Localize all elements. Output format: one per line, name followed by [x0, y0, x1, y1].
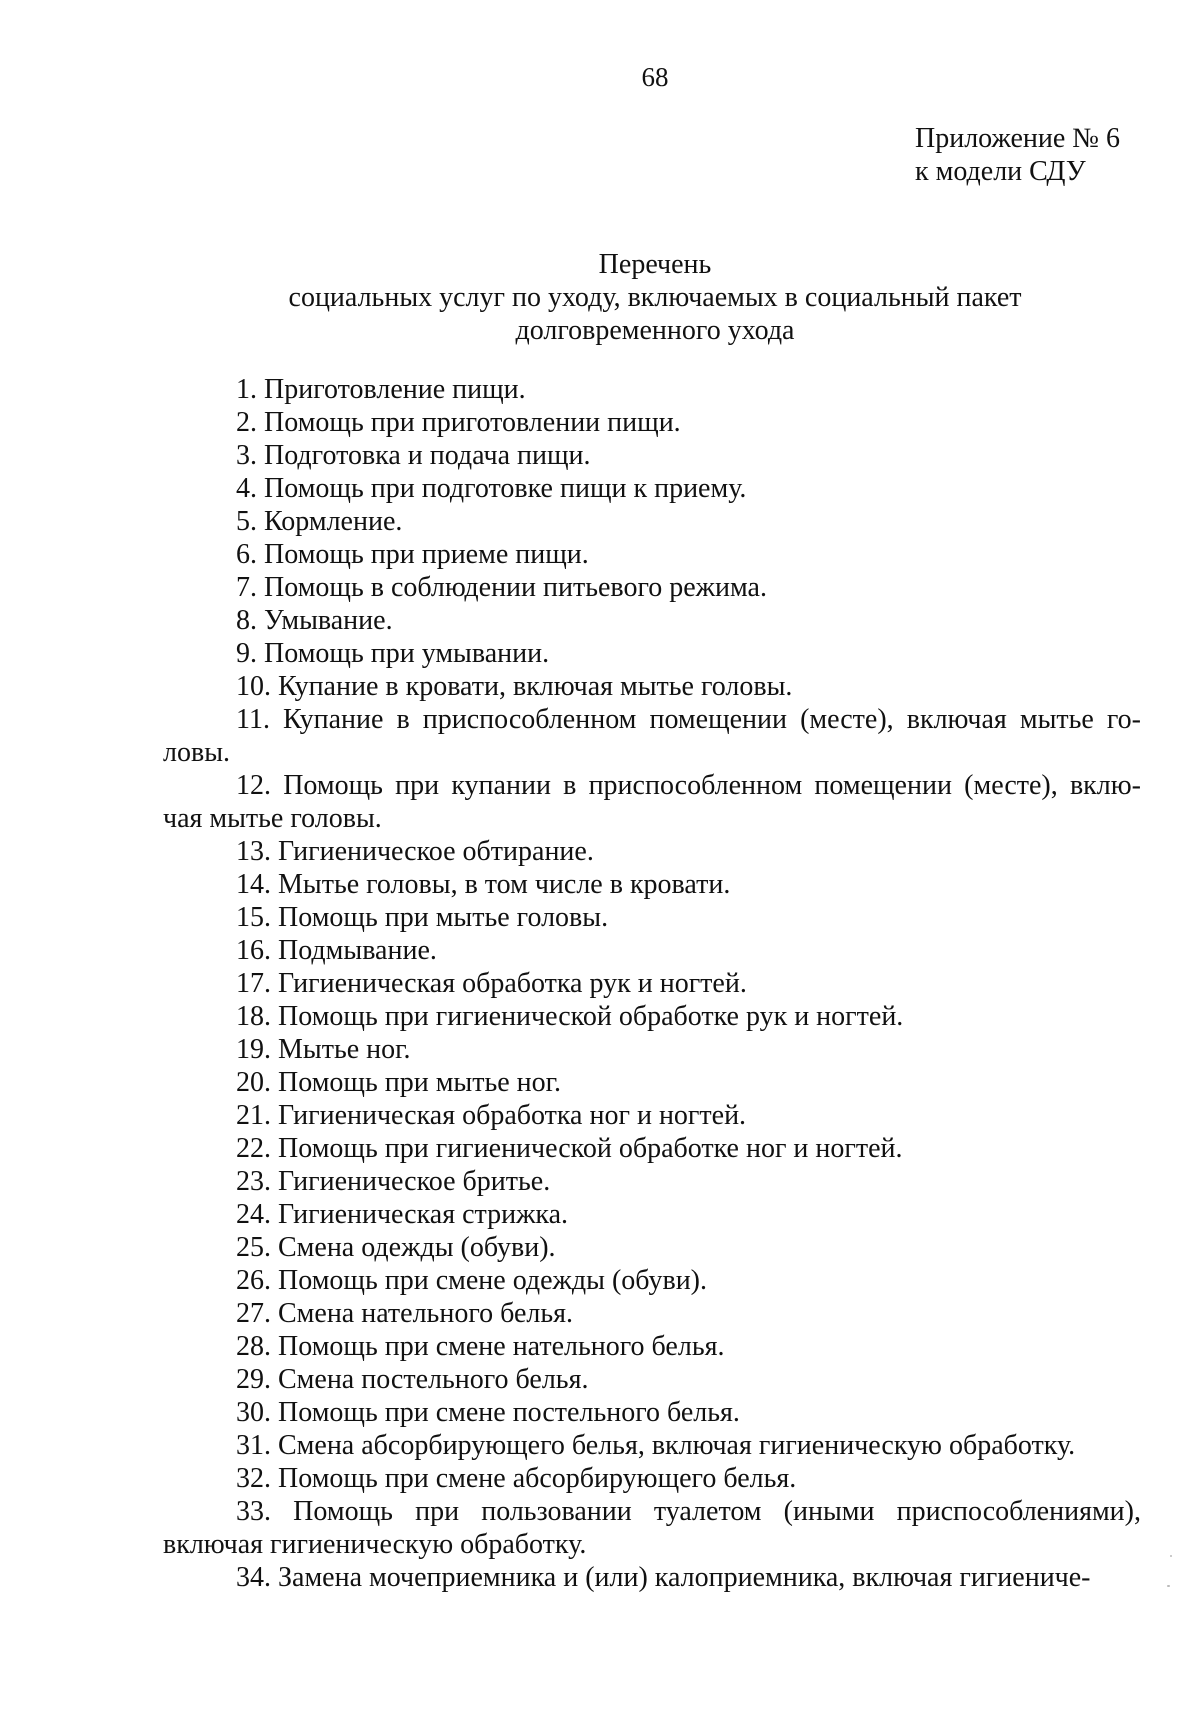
list-item-text: 15. Помощь при мытье головы.: [236, 902, 609, 933]
list-item: [163, 1330, 1141, 1363]
list-item-text: 12. Помощь при купании в приспособленном помещении (месте), вклю-: [236, 770, 1141, 801]
list-item-text: 22. Помощь при гигиенической обработке ног и ногтей.: [236, 1133, 903, 1164]
appendix-line-1: Приложение № 6: [915, 123, 1120, 154]
list-item-text: 5. Кормление.: [236, 506, 403, 537]
list-item-text: 2. Помощь при приготовлении пищи.: [236, 407, 681, 438]
list-item-text: 11. Купание в приспособленном помещении (месте), включая мытье го-: [236, 704, 1141, 735]
list-item: [163, 1297, 1141, 1330]
list-item: [163, 1462, 1141, 1495]
list-item-text: 9. Помощь при умывании.: [236, 638, 550, 669]
scan-speck: [1170, 1555, 1172, 1557]
list-item: [163, 868, 1141, 901]
list-item-text: 32. Помощь при смене абсорбирующего белья.: [236, 1463, 797, 1494]
services-list: [163, 373, 1141, 1594]
list-item-text: 3. Подготовка и подача пищи.: [236, 440, 591, 471]
page-number: 68: [641, 62, 669, 92]
appendix-line-2: к модели СДУ: [915, 156, 1086, 187]
list-item: [163, 439, 1141, 472]
list-item-continuation: ловы.: [163, 737, 231, 768]
list-item-text: 28. Помощь при смене нательного белья.: [236, 1331, 725, 1362]
list-item-text: 4. Помощь при подготовке пищи к приему.: [236, 473, 747, 504]
list-item-text: 10. Купание в кровати, включая мытье головы.: [236, 671, 793, 702]
list-item: [163, 901, 1141, 934]
list-item-text: 33. Помощь при пользовании туалетом (иными приспособлениями),: [236, 1496, 1141, 1527]
list-item-text: 6. Помощь при приеме пищи.: [236, 539, 589, 570]
appendix-label: [915, 122, 1120, 188]
list-item-text: 19. Мытье ног.: [236, 1034, 411, 1065]
list-item-text: 1. Приготовление пищи.: [236, 374, 526, 405]
list-item-text: 34. Замена мочеприемника и (или) калоприемника, включая гигиениче-: [236, 1562, 1091, 1593]
list-item-text: 13. Гигиеническое обтирание.: [236, 836, 594, 867]
list-item: [163, 1363, 1141, 1396]
list-item: [163, 505, 1141, 538]
list-item-text: 8. Умывание.: [236, 605, 393, 636]
list-item-text: 7. Помощь в соблюдении питьевого режима.: [236, 572, 767, 603]
list-item: [163, 1429, 1141, 1462]
list-item: [163, 571, 1141, 604]
list-item: [163, 835, 1141, 868]
list-item: [163, 1099, 1141, 1132]
list-item: [163, 1033, 1141, 1066]
list-item-text: 18. Помощь при гигиенической обработке рук и ногтей.: [236, 1001, 904, 1032]
list-item: [163, 406, 1141, 439]
list-item-text: 29. Смена постельного белья.: [236, 1364, 589, 1395]
scan-speck: [1167, 1585, 1170, 1587]
list-item: [163, 670, 1141, 703]
list-item-text: 24. Гигиеническая стрижка.: [236, 1199, 569, 1230]
list-item: [163, 703, 1141, 769]
list-item-text: 25. Смена одежды (обуви).: [236, 1232, 556, 1263]
list-item-continuation: чая мытье головы.: [163, 803, 382, 834]
heading-line-2: социальных услуг по уходу, включаемых в социальный пакет: [288, 282, 1022, 313]
document-heading: [0, 248, 1200, 347]
list-item: [163, 1000, 1141, 1033]
list-item-text: 20. Помощь при мытье ног.: [236, 1067, 561, 1098]
list-item: [163, 1264, 1141, 1297]
list-item-text: 23. Гигиеническое бритье.: [236, 1166, 551, 1197]
heading-line-1: Перечень: [598, 249, 712, 280]
list-item-continuation: включая гигиеническую обработку.: [163, 1529, 587, 1560]
list-item: [163, 967, 1141, 1000]
heading-line-3: долговременного ухода: [515, 315, 795, 346]
list-item: [163, 538, 1141, 571]
list-item-text: 14. Мытье головы, в том числе в кровати.: [236, 869, 731, 900]
list-item: [163, 1132, 1141, 1165]
list-item-text: 21. Гигиеническая обработка ног и ногтей.: [236, 1100, 747, 1131]
list-item: [163, 1231, 1141, 1264]
list-item-text: 30. Помощь при смене постельного белья.: [236, 1397, 740, 1428]
list-item: [163, 1495, 1141, 1561]
list-item: [163, 472, 1141, 505]
list-item: [163, 373, 1141, 406]
list-item: [163, 1198, 1141, 1231]
list-item: [163, 1396, 1141, 1429]
list-item-text: 26. Помощь при смене одежды (обуви).: [236, 1265, 707, 1296]
list-item: [163, 1561, 1141, 1594]
list-item: [163, 637, 1141, 670]
list-item: [163, 769, 1141, 835]
list-item: [163, 1165, 1141, 1198]
list-item: [163, 934, 1141, 967]
list-item-text: 31. Смена абсорбирующего белья, включая гигиеническую обработку.: [236, 1430, 1076, 1461]
list-item-text: 16. Подмывание.: [236, 935, 437, 966]
list-item: [163, 604, 1141, 637]
list-item-text: 27. Смена нательного белья.: [236, 1298, 574, 1329]
list-item: [163, 1066, 1141, 1099]
list-item-text: 17. Гигиеническая обработка рук и ногтей.: [236, 968, 747, 999]
